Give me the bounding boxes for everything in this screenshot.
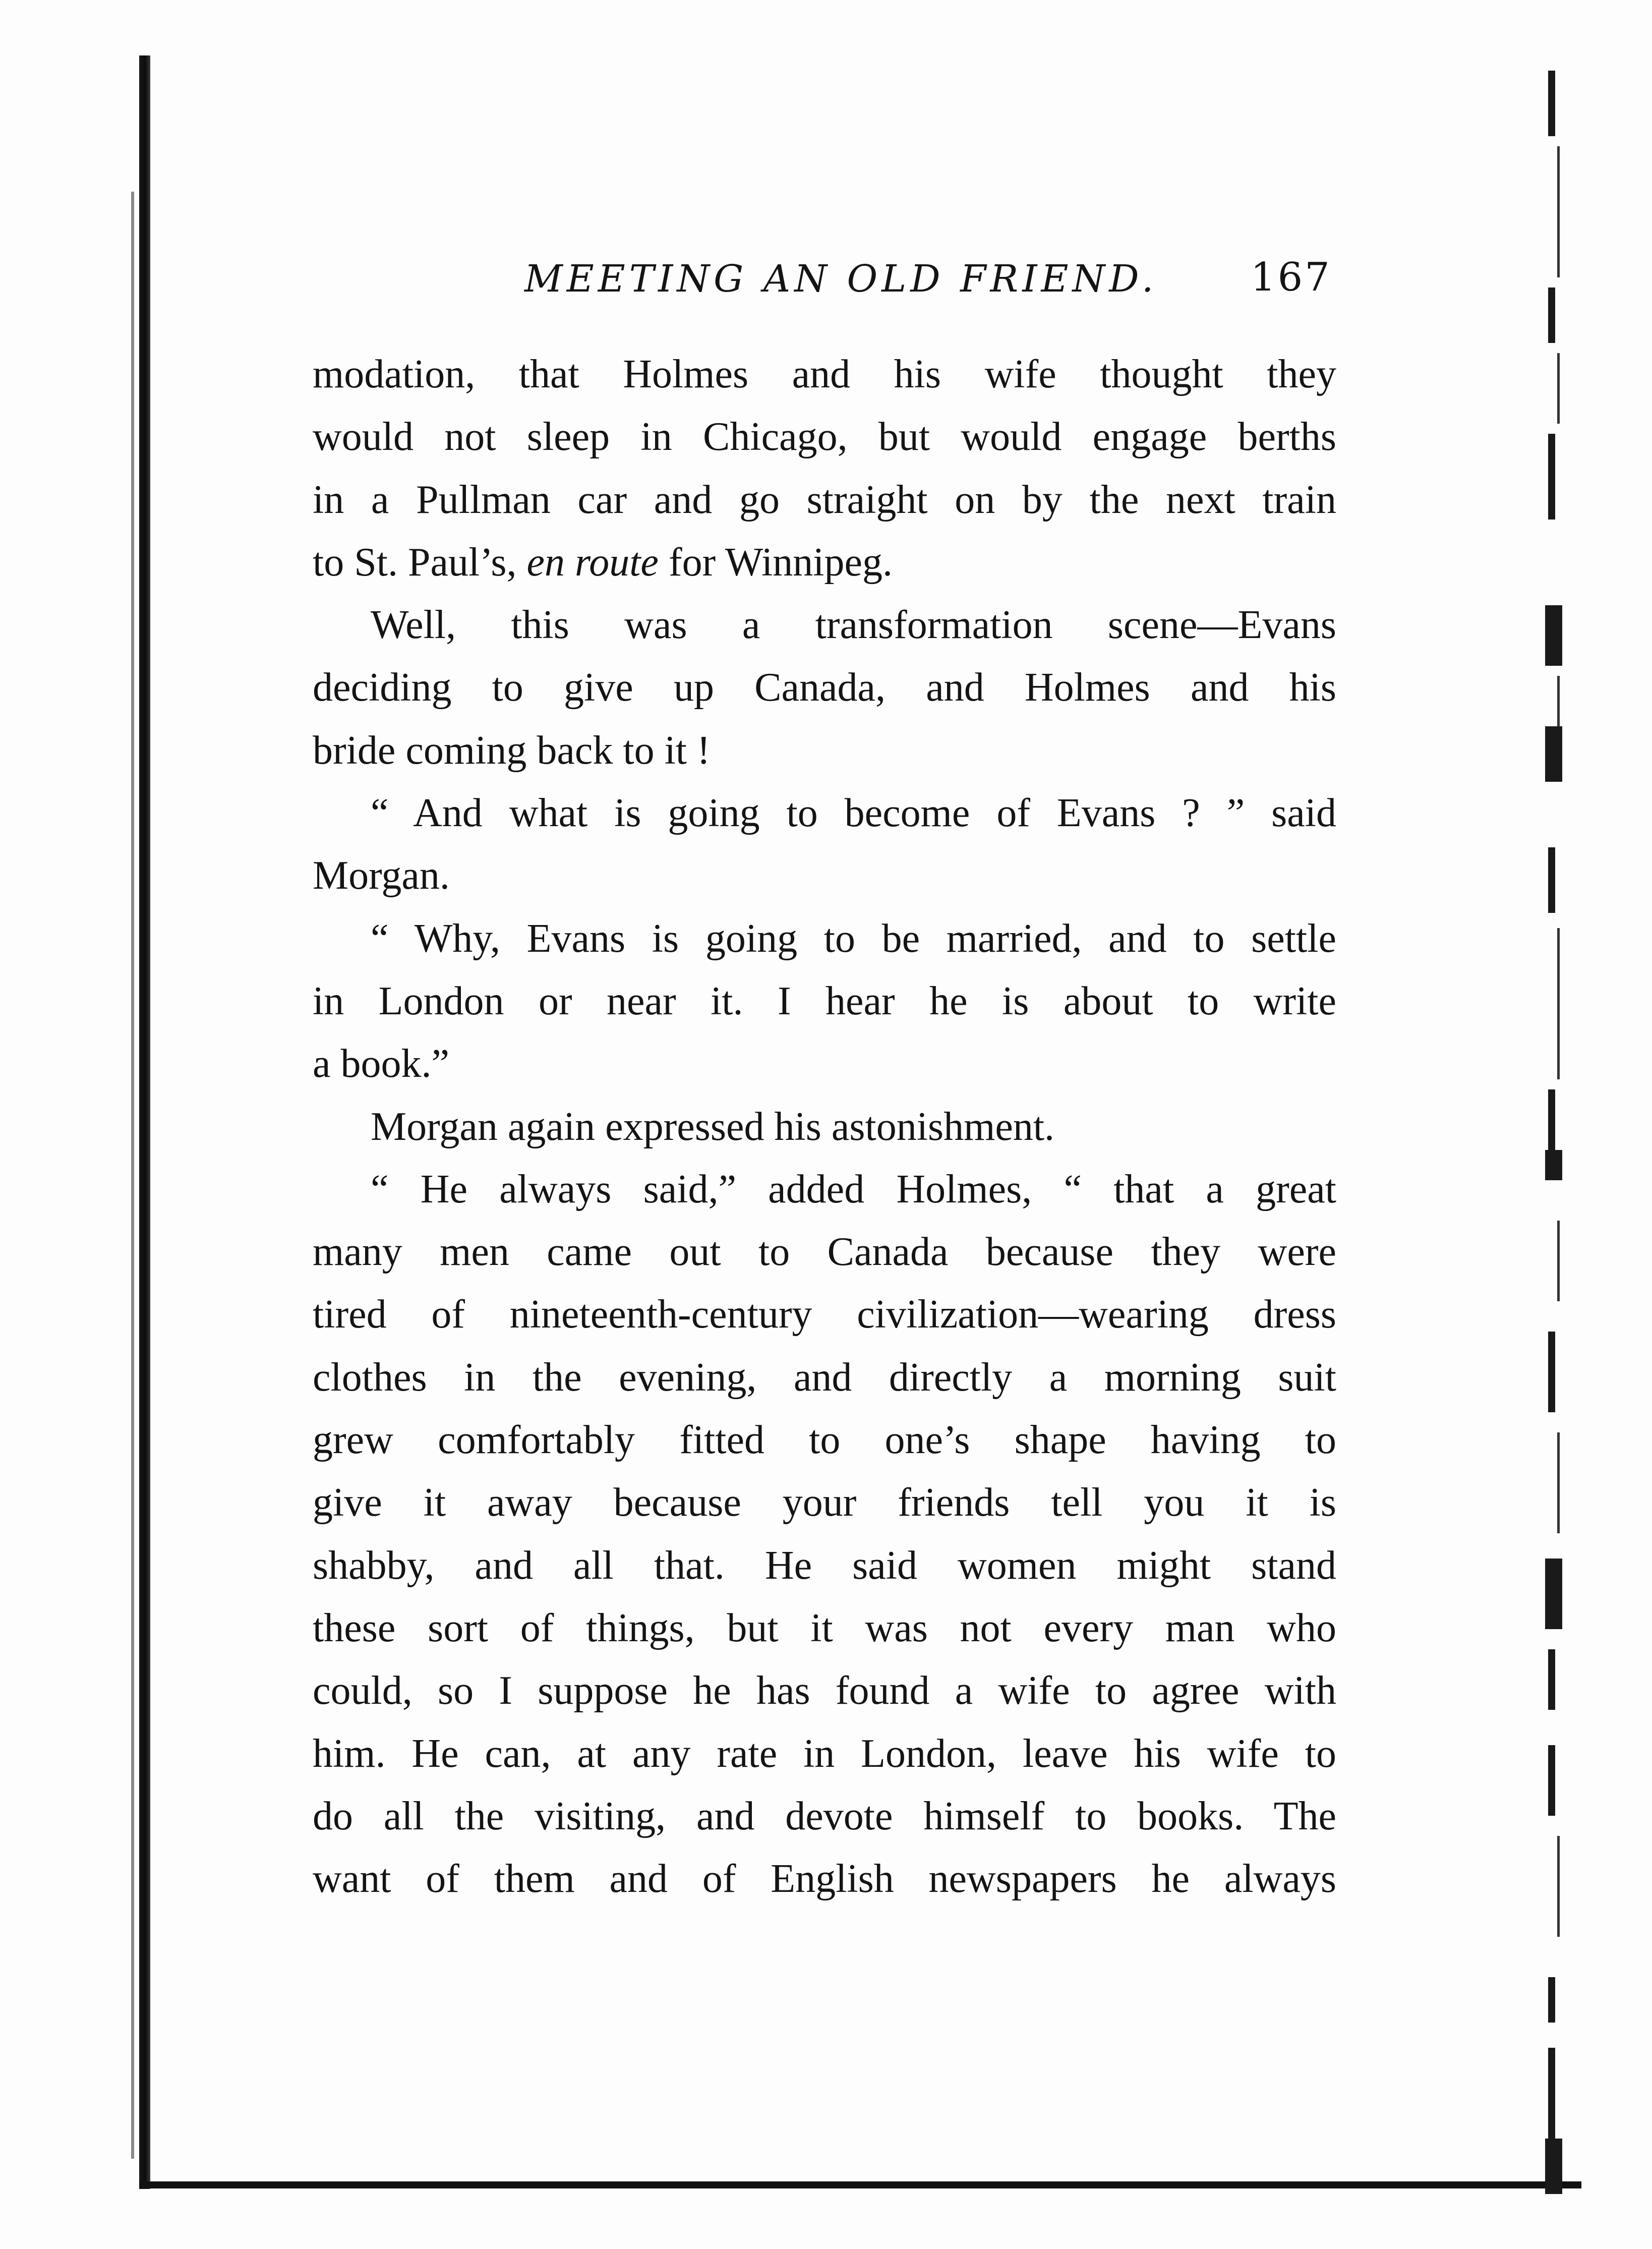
scan-edge-mark bbox=[1545, 726, 1562, 782]
text-line: clothes in the evening, and directly a morning suit bbox=[313, 1355, 1336, 1400]
italic-phrase: en route bbox=[526, 540, 659, 585]
scan-edge-mark bbox=[1548, 287, 1555, 343]
text-line: could, so I suppose he has found a wife to agree with bbox=[313, 1668, 1336, 1713]
running-title: MEETING AN OLD FRIEND. bbox=[524, 257, 1158, 301]
text-line: “ And what is going to become of Evans ? ” said bbox=[371, 791, 1336, 836]
scan-edge-mark bbox=[1548, 1977, 1555, 2023]
text-line: Well, this was a transformation scene—Evans bbox=[371, 603, 1336, 648]
page-binding-shadow bbox=[131, 192, 134, 2159]
scan-edge-mark bbox=[1548, 1745, 1555, 1816]
text-line: bride coming back to it ! bbox=[313, 728, 711, 773]
scan-edge-mark bbox=[1548, 2048, 1555, 2139]
scan-edge-mark bbox=[1557, 1432, 1560, 1533]
page-binding-edge bbox=[139, 55, 150, 2189]
scan-edge-mark bbox=[1557, 1221, 1560, 1301]
text-line: modation, that Holmes and his wife thought they bbox=[313, 352, 1336, 396]
text-line: “ Why, Evans is going to be married, and to settle bbox=[371, 916, 1336, 961]
text-line: want of them and of English newspapers he always bbox=[313, 1857, 1336, 1901]
scan-edge-mark bbox=[1545, 1150, 1562, 1180]
text-segment: to St. Paul’s, bbox=[313, 540, 517, 585]
scan-edge-mark bbox=[1557, 1836, 1560, 1937]
text-line: many men came out to Canada because they were bbox=[313, 1230, 1336, 1275]
text-segment: for Winnipeg. bbox=[668, 540, 893, 585]
text-line: give it away because your friends tell you it is bbox=[313, 1480, 1336, 1525]
text-line: do all the visiting, and devote himself to books. The bbox=[313, 1794, 1336, 1838]
scan-edge-mark bbox=[1557, 146, 1560, 277]
text-line: in London or near it. I hear he is about to write bbox=[313, 978, 1336, 1023]
text-line: these sort of things, but it was not every man who bbox=[313, 1605, 1336, 1650]
text-line: him. He can, at any rate in London, leave his wife to bbox=[313, 1731, 1336, 1776]
text-line: grew comfortably fitted to one’s shape having to bbox=[313, 1418, 1336, 1463]
text-line: a book.” bbox=[313, 1042, 450, 1086]
text-line: would not sleep in Chicago, but would engage berths bbox=[313, 415, 1336, 459]
scan-edge-mark bbox=[1548, 1649, 1555, 1710]
scan-edge-mark bbox=[1545, 605, 1562, 666]
page-bottom-edge bbox=[139, 2181, 1581, 2188]
scan-edge-mark bbox=[1548, 1089, 1555, 1155]
body-text bbox=[313, 343, 1336, 1910]
scan-edge-right bbox=[1548, 71, 1578, 2194]
text-line: deciding to give up Canada, and Holmes and his bbox=[313, 665, 1336, 710]
scan-edge-mark bbox=[1548, 1332, 1555, 1412]
scan-edge-mark bbox=[1548, 434, 1555, 520]
scan-edge-mark bbox=[1557, 353, 1560, 424]
scan-edge-mark bbox=[1548, 71, 1555, 136]
text-line: shabby, and all that. He said women might stand bbox=[313, 1543, 1336, 1588]
text-line: tired of nineteenth-century civilization—wearing dress bbox=[313, 1292, 1336, 1337]
text-line: in a Pullman car and go straight on by the next train bbox=[313, 477, 1336, 522]
scan-edge-mark bbox=[1545, 1559, 1562, 1629]
scan-edge-mark bbox=[1545, 2139, 1562, 2194]
scan-edge-mark bbox=[1557, 928, 1560, 1079]
text-line: Morgan again expressed his astonishment. bbox=[371, 1104, 1055, 1149]
scan-edge-mark bbox=[1548, 847, 1555, 913]
text-line bbox=[313, 531, 1336, 594]
page-number: 167 bbox=[1251, 255, 1332, 300]
text-line: Morgan. bbox=[313, 853, 450, 898]
text-line: “ He always said,” added Holmes, “ that a great bbox=[371, 1167, 1336, 1212]
